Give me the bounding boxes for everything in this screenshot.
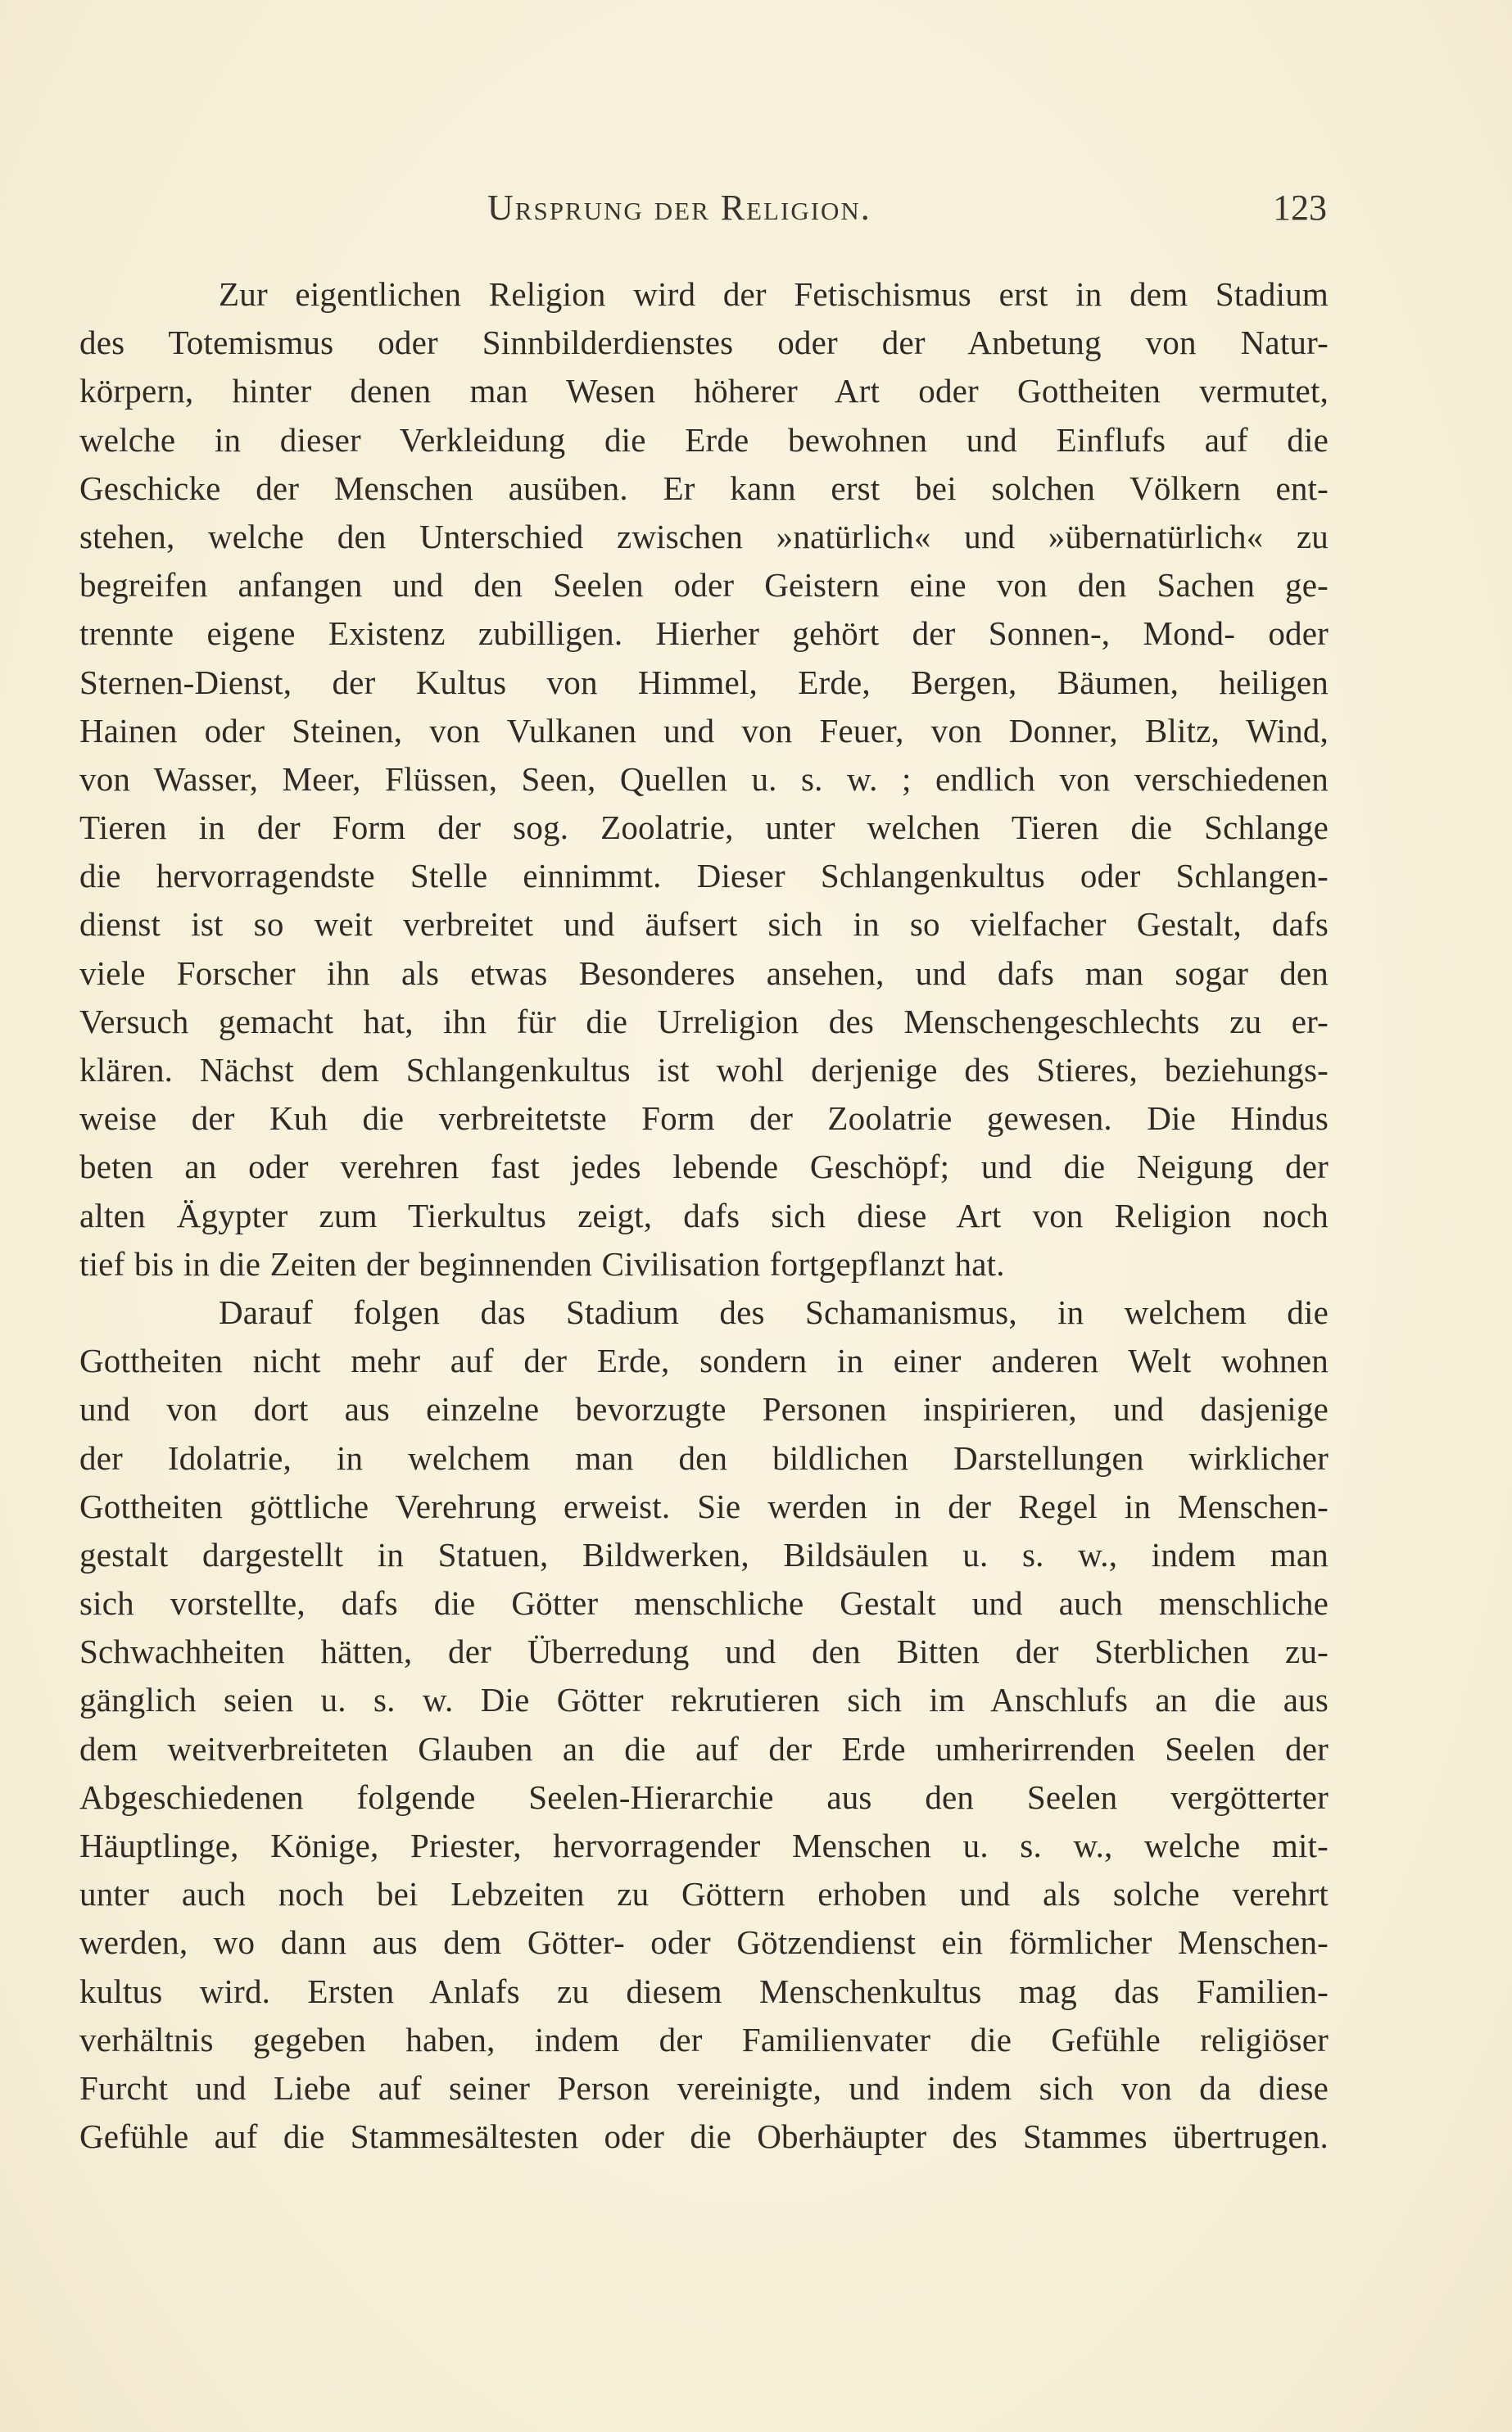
text-line: tief bis in die Zeiten der beginnenden Civilisation fortgepflanzt hat. <box>79 1244 1005 1283</box>
text-line: Abgeschiedenen folgende Seelen-Hierarchie aus den Seelen vergötterter <box>79 1778 1329 1816</box>
running-title: Ursprung der Religion. <box>487 188 871 228</box>
text-line: Häuptlinge, Könige, Priester, hervorragender Menschen u. s. w., welche mit- <box>79 1827 1329 1864</box>
text-line: Darauf folgen das Stadium des Schamanismus, in welchem die <box>219 1293 1329 1331</box>
text-line: Hainen oder Steinen, von Vulkanen und von Feuer, von Donner, Blitz, Wind, <box>79 711 1329 750</box>
text-line: des Totemismus oder Sinnbilderdienstes oder der Anbetung von Natur- <box>79 324 1329 362</box>
paragraph-1 <box>79 270 1329 1288</box>
text-line: Furcht und Liebe auf seiner Person vereinigte, und indem sich von da diese <box>79 2068 1329 2107</box>
text-line: beten an oder verehren fast jedes lebende Geschöpf; und die Neigung der <box>79 1148 1329 1186</box>
text-line: der Idolatrie, in welchem man den bildlichen Darstellungen wirklicher <box>79 1438 1329 1477</box>
text-line: verhältnis gegeben haben, indem der Familienvater die Gefühle religiöser <box>79 2020 1329 2058</box>
text-line: von Wasser, Meer, Flüssen, Seen, Quellen u. s. w. ; endlich von verschiedenen <box>79 759 1329 798</box>
text-line: trennte eigene Existenz zubilligen. Hierher gehört der Sonnen-, Mond- oder <box>79 614 1329 653</box>
text-line: gestalt dargestellt in Statuen, Bildwerken, Bildsäulen u. s. w., indem man <box>79 1535 1329 1574</box>
body-text <box>79 270 1329 2161</box>
text-line: Tieren in der Form der sog. Zoolatrie, unter welchen Tieren die Schlange <box>79 808 1329 847</box>
text-line: Geschicke der Menschen ausüben. Er kann erst bei solchen Völkern ent- <box>79 469 1329 507</box>
text-line: dem weitverbreiteten Glauben an die auf der Erde umherirrenden Seelen der <box>79 1729 1329 1768</box>
text-line: werden, wo dann aus dem Götter- oder Götzendienst ein förmlicher Menschen- <box>79 1923 1329 1962</box>
page-number: 123 <box>1273 188 1327 228</box>
text-line: gänglich seien u. s. w. Die Götter rekrutieren sich im Anschlufs an die aus <box>79 1681 1329 1719</box>
text-line: unter auch noch bei Lebzeiten zu Göttern erhoben und als solche verehrt <box>79 1875 1329 1913</box>
text-line: körpern, hinter denen man Wesen höherer Art oder Gottheiten vermutet, <box>79 372 1329 410</box>
text-line: Schwachheiten hätten, der Überredung und den Bitten der Sterblichen zu- <box>79 1633 1329 1671</box>
text-line: Versuch gemacht hat, ihn für die Urreligion des Menschengeschlechts zu er- <box>79 1002 1329 1040</box>
text-line: Sternen-Dienst, der Kultus von Himmel, Erde, Bergen, Bäumen, heiligen <box>79 663 1329 701</box>
text-line: weise der Kuh die verbreitetste Form der Zoolatrie gewesen. Die Hindus <box>79 1099 1329 1138</box>
text-line: alten Ägypter zum Tierkultus zeigt, dafs sich diese Art von Religion noch <box>79 1196 1329 1234</box>
text-line: klären. Nächst dem Schlangenkultus ist wohl derjenige des Stieres, beziehungs- <box>79 1051 1329 1089</box>
text-line: die hervorragendste Stelle einnimmt. Dieser Schlangenkultus oder Schlangen- <box>79 857 1329 895</box>
text-line: begreifen anfangen und den Seelen oder Geistern eine von den Sachen ge- <box>79 566 1329 605</box>
text-line: Gottheiten göttliche Verehrung erweist. Sie werden in der Regel in Menschen- <box>79 1487 1329 1525</box>
text-line: und von dort aus einzelne bevorzugte Personen inspirieren, und dasjenige <box>79 1390 1329 1429</box>
text-line: Gottheiten nicht mehr auf der Erde, sondern in einer anderen Welt wohnen <box>79 1342 1329 1380</box>
paragraph-2 <box>79 1288 1329 2161</box>
text-line: sich vorstellte, dafs die Götter menschliche Gestalt und auch menschliche <box>79 1584 1329 1623</box>
text-line: stehen, welche den Unterschied zwischen »natürlich« und »übernatürlich« zu <box>79 517 1329 555</box>
text-line: dienst ist so weit verbreitet und äufsert sich in so vielfacher Gestalt, dafs <box>79 905 1329 944</box>
text-line: kultus wird. Ersten Anlafs zu diesem Menschenkultus mag das Familien- <box>79 1972 1329 2010</box>
text-line: Gefühle auf die Stammesältesten oder die Oberhäupter des Stammes übertrugen. <box>79 2117 1329 2156</box>
text-line: viele Forscher ihn als etwas Besonderes ansehen, und dafs man sogar den <box>79 953 1329 992</box>
text-line: welche in dieser Verkleidung die Erde bewohnen und Einflufs auf die <box>79 420 1329 459</box>
text-line: Zur eigentlichen Religion wird der Fetischismus erst in dem Stadium <box>219 275 1329 313</box>
page-header <box>487 187 1327 236</box>
